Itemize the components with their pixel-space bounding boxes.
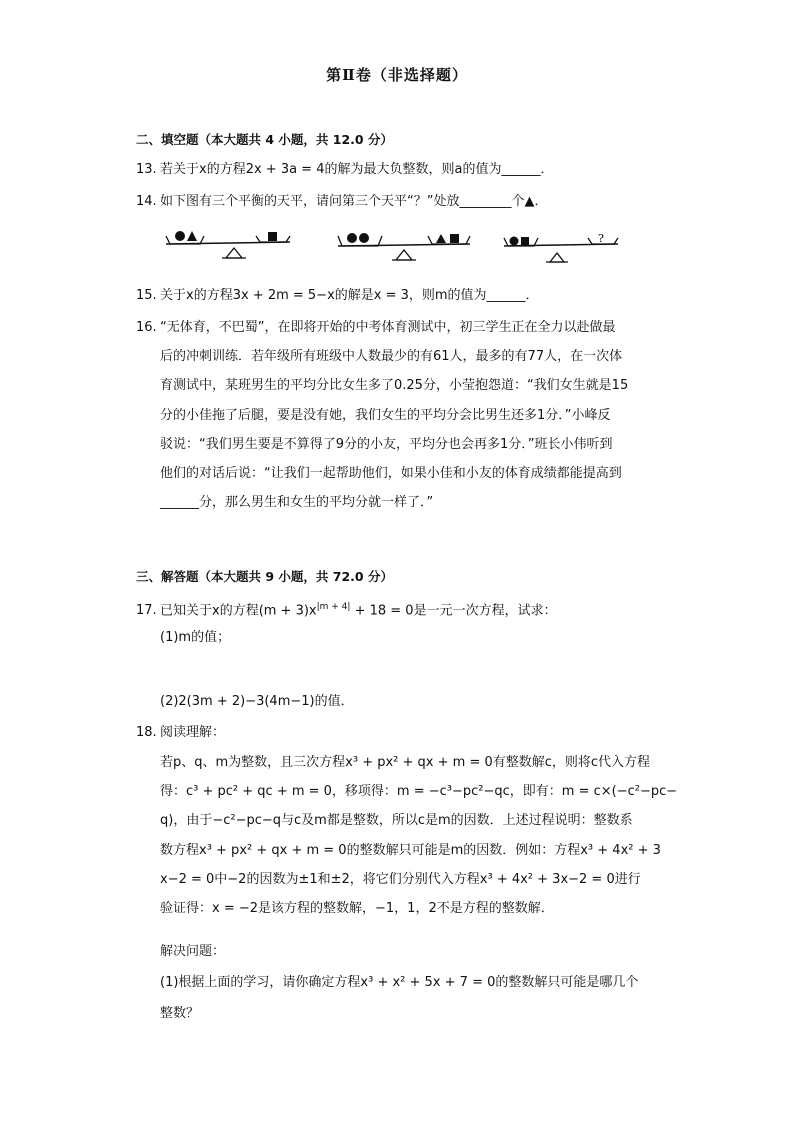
circle-weight [359,233,369,243]
question-18-part-1-line-1: (1)根据上面的学习，请你确定方程x³ + x² + 5x + 7 = 0的整数解只可能是哪几个 [160,975,639,990]
text-line: 验证得：x = −2是该方程的整数解，−1，1，2不是方程的整数解． [160,901,554,917]
balance-scale-1 [166,231,290,258]
question-number: 18. [136,725,157,740]
question-18-solve-heading: 解决问题： [160,944,226,959]
balance-scale-3 [504,232,618,262]
text-line: 后的冲刺训练．若年级所有班级中人数最少的有61人，最多的有77人，在一次体 [160,349,623,365]
text-line: 得：c³ + pc² + qc + m = 0，移项得：m = −c³−pc²−qc，即有：m = c×(−c²−pc− [160,784,678,800]
text-line: 育测试中，某班男生的平均分比女生多了0.25分，小莹抱怨道：“我们女生就是15 [160,378,629,394]
question-number: 17. [136,603,157,619]
question-17-part-1: (1)m的值； [160,630,231,645]
question-text: 关于x的方程3x + 2m = 5−x的解是x = 3，则m的值为______． [160,288,539,303]
text-line: q)，由于−c²−pc−q与c及m都是整数，所以c是m的因数．上述过程说明：整数系 [160,813,633,829]
text-line: 数方程x³ + px² + qx + m = 0的整数解只可能是m的因数．例如：方程x³ + 4x² + 3 [160,842,661,858]
question-text: 如下图有三个平衡的天平，请问第三个天平“？”处放________个▲． [160,194,548,209]
balance-scales-figure [160,222,640,268]
square-weight [450,234,459,243]
square-weight [268,232,277,241]
text-line: ______分，那么男生和女生的平均分就一样了．” [160,495,434,511]
question-text-a: 已知关于x的方程(m + 3)x [160,603,317,619]
question-17 [136,597,676,621]
square-weight [521,237,529,245]
question-15 [136,286,676,306]
text-line: x−2 = 0中−2的因数为±1和±2，将它们分别代入方程x³ + 4x² + 3x−2 = 0进行 [160,871,641,887]
question-18 [136,723,676,743]
question-text: 若关于x的方程2x + 3a = 4的解为最大负整数，则a的值为______． [160,162,554,177]
question-18-text [160,748,680,923]
circle-weight [175,231,185,241]
text-line: 分的小佳拖了后腿，要是没有她，我们女生的平均分会比男生还多1分．”小峰反 [160,407,611,423]
question-number: 14. [136,194,157,209]
text-line: 驳说：“我们男生要是不算得了9分的小友，平均分也会再多1分．”班长小伟听到 [160,436,613,452]
balance-scale-2 [338,233,470,260]
question-number: 15. [136,288,157,303]
section-heading-answers: 三、解答题（本大题共 9 小题，共 72.0 分） [136,569,393,584]
question-16-text [160,313,680,517]
question-number: 13. [136,162,157,177]
text-line: “无体育，不巴蜀”，在即将开始的中考体育测试中，初三学生正在全力以赴做最 [160,320,616,335]
triangle-weight [187,231,197,241]
question-14 [136,192,676,212]
section-heading-fill-in: 二、填空题（本大题共 4 小题，共 12.0 分） [136,132,393,147]
circle-weight [347,233,357,243]
triangle-weight [436,234,446,243]
question-13 [136,160,676,180]
page-title: 第Ⅱ卷（非选择题） [326,66,468,84]
question-heading: 阅读理解： [160,725,226,740]
exponent: |m + 4| [316,602,351,612]
circle-weight [510,237,519,246]
question-number: 16. [136,320,157,335]
question-17-part-2: (2)2(3m + 2)−3(4m−1)的值． [160,694,354,709]
text-line: 他们的对话后说：“让我们一起帮助他们，如果小佳和小友的体育成绩都能提高到 [160,466,622,482]
question-text-b: + 18 = 0是一元一次方程，试求： [350,603,557,619]
question-mark: ? [598,232,604,245]
text-line: 若p、q、m为整数，且三次方程x³ + px² + qx + m = 0有整数解c，则将c代入方程 [160,755,651,770]
question-18-part-1-line-2: 整数？ [160,1006,200,1021]
